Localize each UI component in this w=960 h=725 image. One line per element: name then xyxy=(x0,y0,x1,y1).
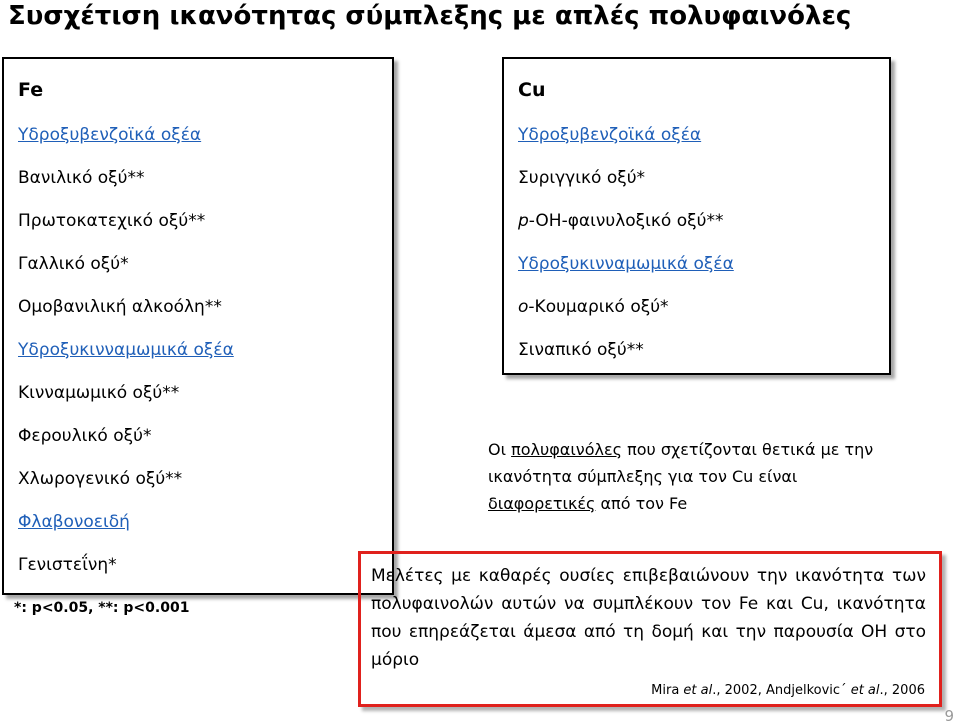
fe-group-flavonoids: Φλαβονοειδή xyxy=(18,512,130,532)
cu-item-syringic: Συριγγικό οξύ* xyxy=(518,168,646,188)
citation-etal-1: et al xyxy=(683,683,713,698)
fe-item-homovanillyl: Ομοβανιλική αλκοόλη** xyxy=(18,297,222,317)
citation xyxy=(651,683,925,698)
fe-item-gallic: Γαλλικό οξύ* xyxy=(18,254,129,274)
fe-item-cinnamic: Κινναμωμικό οξύ** xyxy=(18,383,180,403)
fe-item-vanillic: Βανιλικό οξύ** xyxy=(18,168,145,188)
significance-note: *: p<0.05, **: p<0.001 xyxy=(14,600,190,616)
para-underlined-polyphenols: πολυφαινόλες xyxy=(511,440,622,459)
para-part3: που σχετίζονται θετικά με την ικανότητα σύμπλεξης για τον Cu είναι xyxy=(488,440,874,486)
cu-fe-difference-paragraph xyxy=(488,436,888,517)
cu-group-hydroxybenzoic: Υδροξυβενζοϊκά οξέα xyxy=(518,125,702,145)
citation-part-c: ., 2002, Andjelkovic´ xyxy=(712,683,851,698)
fe-item-chlorogenic: Χλωρογενικό οξύ** xyxy=(18,469,183,489)
cu-item-o-coumaric xyxy=(518,296,669,318)
cu-item-prefix-o: o xyxy=(518,297,529,317)
page-number: 9 xyxy=(944,707,954,725)
page-title: Συσχέτιση ικανότητας σύμπλεξης με απλές πολυφαινόλες xyxy=(8,1,852,31)
fe-item-ferulic: Φερουλικό οξύ* xyxy=(18,426,152,446)
cu-item-sinapic: Σιναπικό οξύ** xyxy=(518,340,644,360)
cu-box xyxy=(502,57,891,375)
fe-item-genistein: Γενιστεΐνη* xyxy=(18,555,117,575)
citation-part-a: Mira xyxy=(651,683,684,698)
cu-heading: Cu xyxy=(518,79,546,101)
conclusion-text: Μελέτες με καθαρές ουσίες επιβεβαιώνουν την ικανότητα των πολυφαινολών αυτών να συμπλέκουν τον Fe και Cu, ικανότητα που επηρεάζεται άμεσα από τη δομή και την παρουσία OH στο μόριο xyxy=(371,566,926,670)
fe-item-protocatechuic: Πρωτοκατεχικό οξύ** xyxy=(18,211,206,231)
cu-item-p-oh-phenylacetic-text: -OH-φαινυλοξικό οξύ** xyxy=(528,211,724,231)
fe-group-hydroxybenzoic: Υδροξυβενζοϊκά οξέα xyxy=(18,125,202,145)
fe-box xyxy=(2,57,394,595)
cu-group-hydroxycinnamic: Υδροξυκινναμωμικά οξέα xyxy=(518,254,734,274)
para-part1: Οι xyxy=(488,440,512,459)
para-part5: από τον Fe xyxy=(595,494,688,513)
cu-item-p-oh-phenylacetic xyxy=(518,210,723,232)
fe-group-hydroxycinnamic: Υδροξυκινναμωμικά οξέα xyxy=(18,340,234,360)
cu-item-o-coumaric-text: -Κουμαρικό οξύ* xyxy=(528,297,669,317)
para-underlined-different: διαφορετικές xyxy=(488,494,596,513)
cu-item-prefix-p: p xyxy=(518,211,529,231)
fe-heading: Fe xyxy=(18,79,44,101)
citation-etal-2: et al xyxy=(850,683,880,698)
citation-part-e: ., 2006 xyxy=(879,683,925,698)
conclusion-box xyxy=(358,551,942,707)
